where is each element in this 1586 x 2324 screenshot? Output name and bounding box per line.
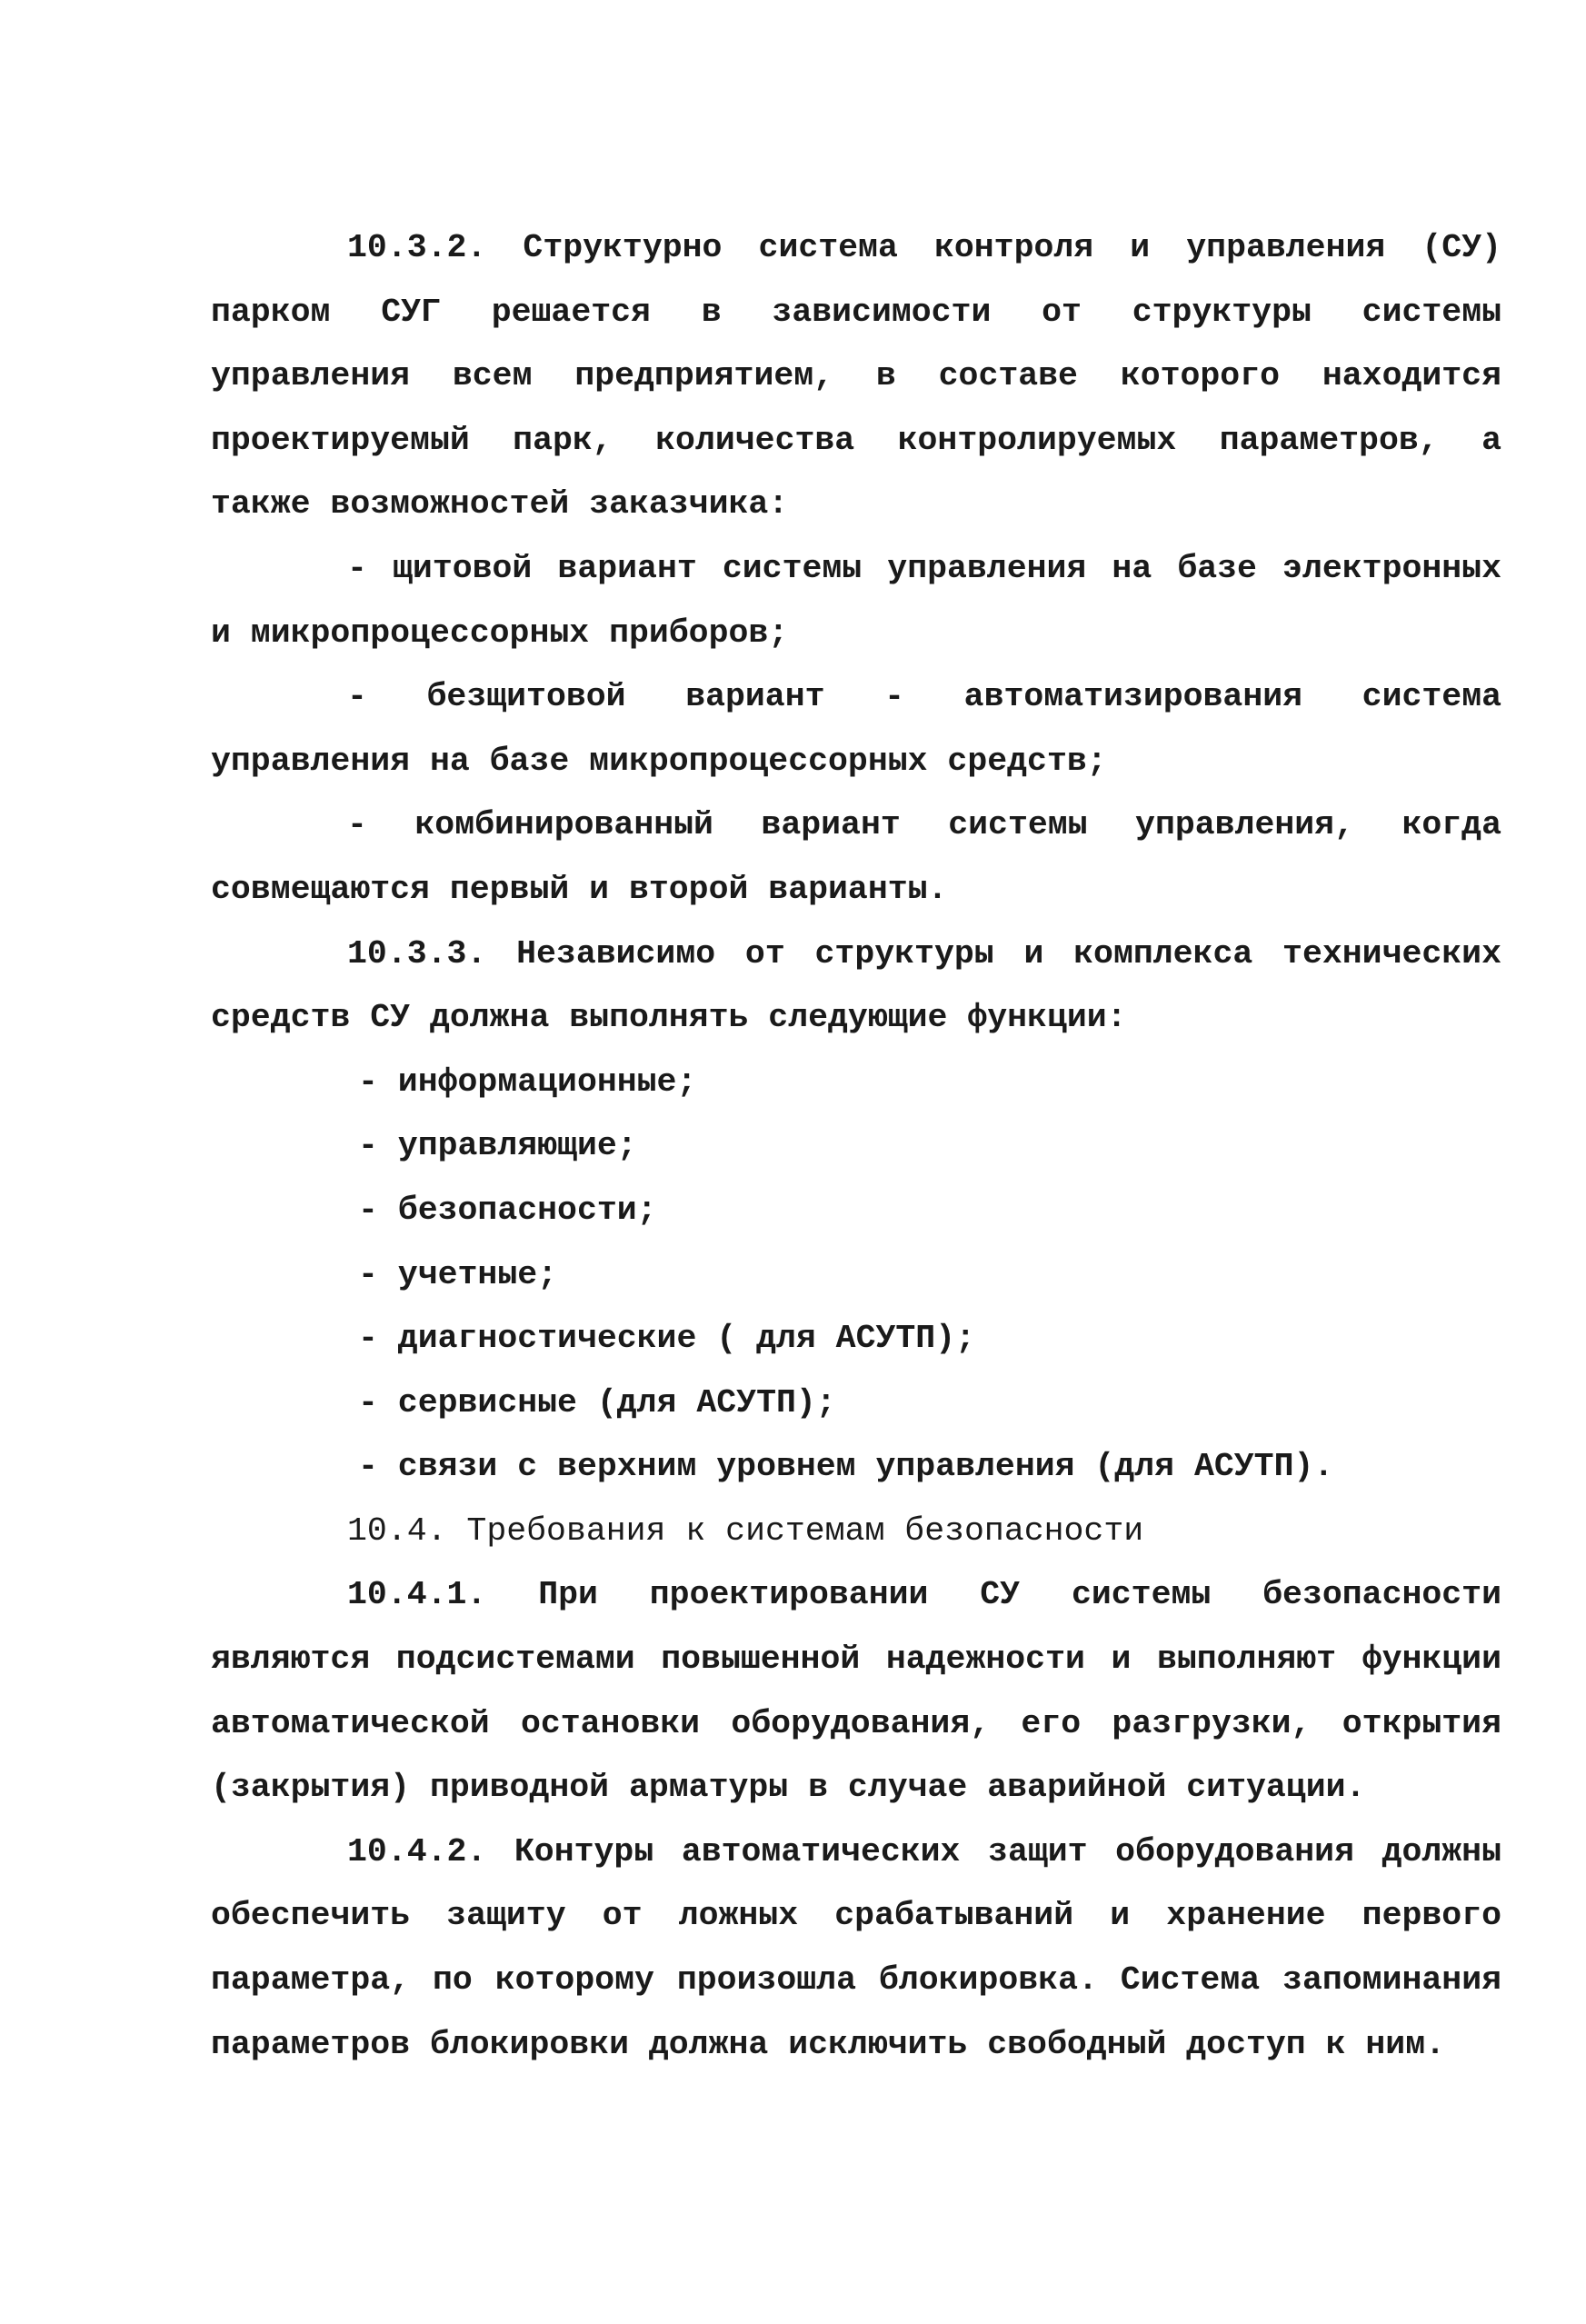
list-item: - управляющие; <box>358 1127 637 1165</box>
list-option-panelless: - безщитовой вариант - автоматизирования система управления на базе микропроцессорных средств; <box>211 678 1501 780</box>
list-item: - сервисные (для АСУТП); <box>358 1383 836 1421</box>
list-option-panel: - щитовой вариант системы управления на базе электронных и микропроцессорных приборов; <box>211 549 1501 652</box>
list-option-combined: - комбинированный вариант системы управления, когда совмещаются первый и второй варианты. <box>211 806 1501 908</box>
list-item: - учетные; <box>358 1255 558 1293</box>
paragraph-10-3-3: 10.3.3. Независимо от структуры и комплекса технических средств СУ должна выполнять следующие функции: <box>211 934 1501 1037</box>
list-item: - связи с верхним уровнем управления (для АСУТП). <box>358 1448 1334 1486</box>
paragraph-10-3-2: 10.3.2. Структурно система контроля и управления (СУ) парком СУГ решается в зависимости от структуры системы управления всем предприятием, в составе которого находится проектируемый парк, количества контролируемых параметров, а также возможностей заказчика: <box>211 229 1501 524</box>
paragraph-10-4-1: 10.4.1. При проектировании СУ системы безопасности являются подсистемами повышенной надежности и выполняют функции автоматической остановки оборудования, его разгрузки, открытия (закрытия) приводной арматуры в случае аварийной ситуации. <box>211 1576 1501 1807</box>
document-body <box>211 216 1501 2077</box>
paragraph-10-4-2: 10.4.2. Контуры автоматических защит оборудования должны обеспечить защиту от ложных срабатываний и хранение первого параметра, по которому произошла блокировка. Система запоминания параметров блокировки должна исключить свободный доступ к ним. <box>211 1832 1501 2063</box>
section-heading: 10.4. Требования к системам безопасности <box>347 1511 1144 1550</box>
list-item: - информационные; <box>358 1062 697 1101</box>
list-item: - безопасности; <box>358 1191 657 1229</box>
functions-list <box>211 1051 1501 1500</box>
list-item: - диагностические ( для АСУТП); <box>358 1320 976 1358</box>
